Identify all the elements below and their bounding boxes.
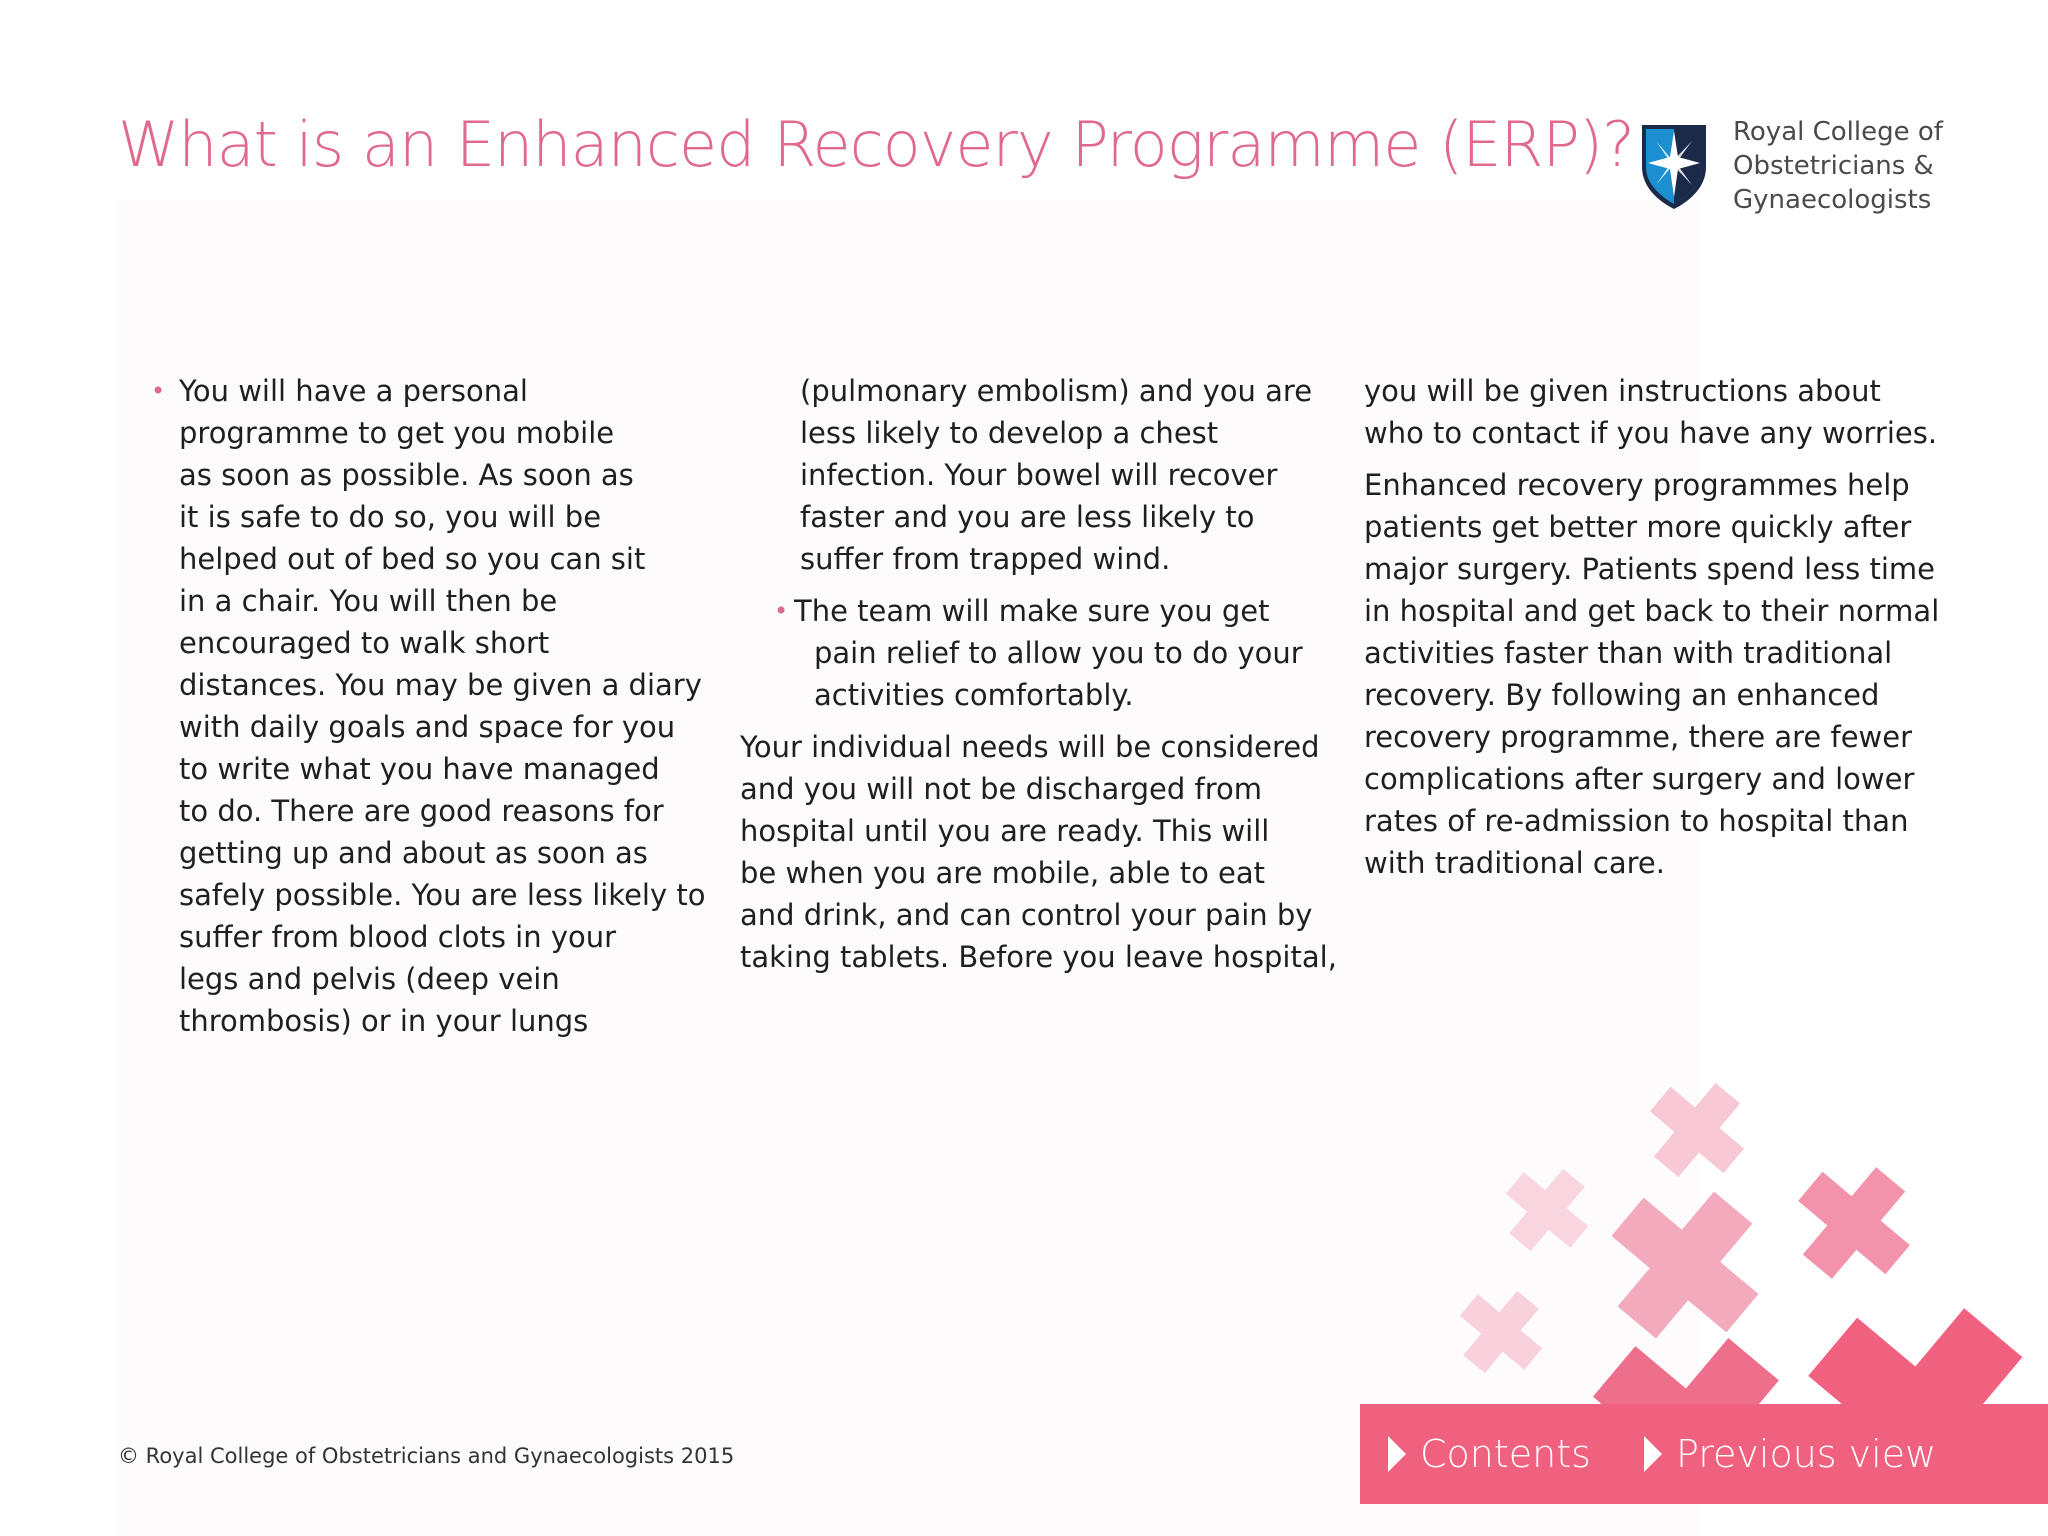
rcog-logo [1640,115,1970,220]
cross-shape [1488,1151,1606,1269]
text-line: You will have a personal [179,374,528,408]
text-line: rates of re-admission to hospital than [1364,804,1909,838]
text-line: to do. There are good reasons for [179,794,664,828]
text-line: legs and pelvis (deep vein [179,962,560,996]
text-line: to write what you have managed [179,752,660,786]
text-line: complications after surgery and lower [1364,762,1915,796]
text-line: with traditional care. [1364,846,1665,880]
text-line: helped out of bed so you can sit [179,542,646,576]
bullet-marker: • [151,377,166,405]
logo-text [1733,115,1943,217]
text-line: recovery programme, there are fewer [1364,720,1913,754]
text-line: encouraged to walk short [179,626,550,660]
cross-shape [1579,1159,1790,1370]
text-line: major surgery. Patients spend less time [1364,552,1936,586]
paragraph-summary [1364,464,1944,884]
text-line: Enhanced recovery programmes help [1364,468,1910,502]
text-line: infection. Your bowel will recover [800,458,1278,492]
text-line: with daily goals and space for you [179,710,676,744]
text-line: programme to get you mobile [179,416,615,450]
paragraph-continued [1364,370,1944,454]
navigation-bar [1360,1404,2048,1504]
text-line: thrombosis) or in your lungs [179,1004,589,1038]
text-line: faster and you are less likely to [800,500,1255,534]
text-line: less likely to develop a chest [800,416,1219,450]
bullet-item-mobility [145,370,706,1042]
page-title: What is an Enhanced Recovery Programme (ERP)? [118,108,1634,181]
text-line: as soon as possible. As soon as [179,458,634,492]
text-line: taking tablets. Before you leave hospital, [740,940,1337,974]
paragraph-discharge [740,726,1337,978]
text-line: recovery. By following an enhanced [1364,678,1880,712]
cross-shape [1629,1062,1764,1197]
text-line: and you will not be discharged from [740,772,1263,806]
text-line: in hospital and get back to their normal [1364,594,1940,628]
text-line: you will be given instructions about [1364,374,1881,408]
text-line: suffer from trapped wind. [800,542,1171,576]
text-line: Your individual needs will be considered [740,730,1320,764]
continued-bullet-text [740,370,1320,580]
logo-line-2: Obstetricians & [1733,151,1934,181]
text-line: suffer from blood clots in your [179,920,617,954]
text-line: distances. You may be given a diary [179,668,702,702]
text-line: activities faster than with traditional [1364,636,1893,670]
text-column-2 [740,370,1337,978]
shield-star-icon [1640,121,1708,211]
cross-shape [1774,1143,1935,1304]
text-line: getting up and about as soon as [179,836,648,870]
text-line: safely possible. You are less likely to [179,878,706,912]
text-line: it is safe to do so, you will be [179,500,602,534]
play-arrow-icon [1386,1434,1408,1474]
previous-view-label: Previous view [1676,1432,1937,1476]
text-line: who to contact if you have any worries. [1364,416,1938,450]
logo-line-1: Royal College of [1733,117,1943,147]
text-column-3 [1364,370,1944,884]
bullet-item-pain-relief [740,590,1320,716]
play-arrow-icon [1642,1434,1664,1474]
contents-link[interactable] [1386,1428,1591,1480]
text-line: and drink, and can control your pain by [740,898,1313,932]
contents-label: Contents [1420,1432,1591,1476]
text-line: in a chair. You will then be [179,584,558,618]
logo-line-3: Gynaecologists [1733,185,1932,215]
cross-shape [1442,1273,1560,1391]
text-column-1 [145,370,706,1042]
text-line: hospital until you are ready. This will [740,814,1270,848]
bullet-marker: • [774,597,789,625]
text-line: patients get better more quickly after [1364,510,1912,544]
previous-view-link[interactable] [1642,1428,1936,1480]
copyright-footer: © Royal College of Obstetricians and Gynaecologists 2015 [118,1444,735,1468]
text-line: (pulmonary embolism) and you are [800,374,1313,408]
text-line: The team will make sure you get [794,594,1270,628]
text-line: be when you are mobile, able to eat [740,856,1266,890]
text-line: activities comfortably. [814,678,1134,712]
text-line: pain relief to allow you to do your [814,636,1303,670]
